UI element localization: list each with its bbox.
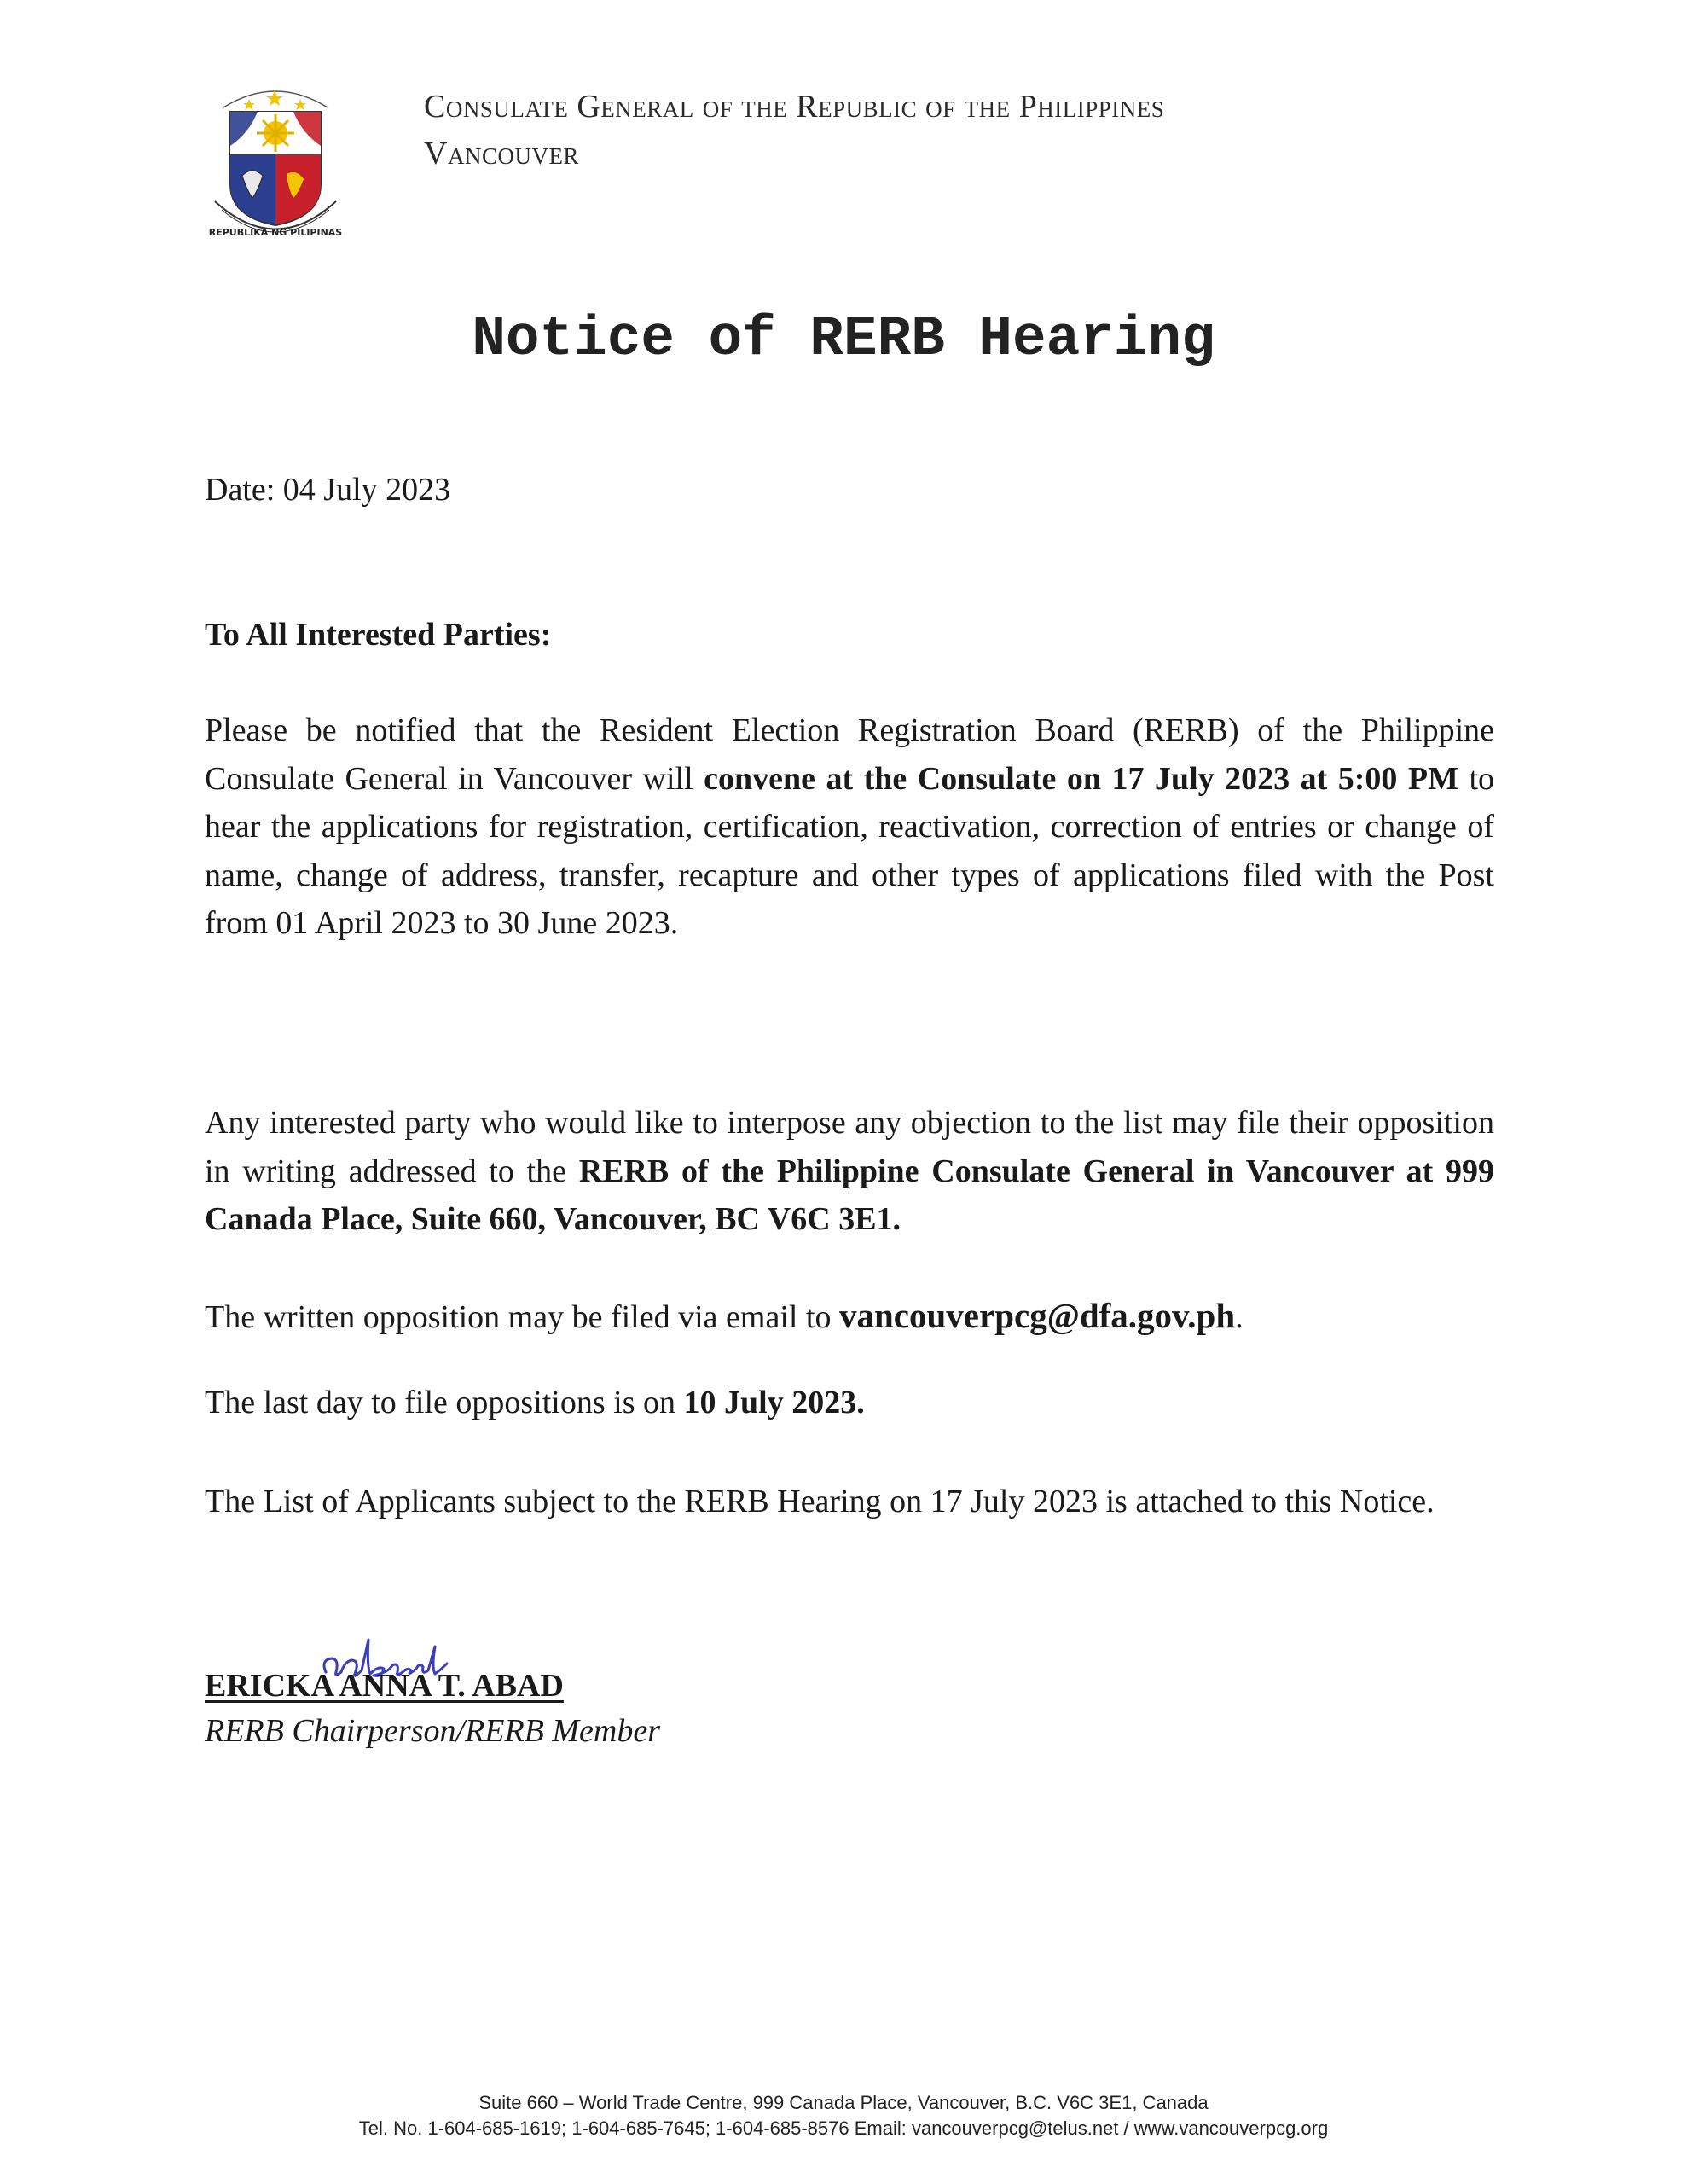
- footer-address: Suite 660 – World Trade Centre, 999 Canada Place, Vancouver, B.C. V6C 3E1, Canada: [478, 2092, 1209, 2113]
- salutation: To All Interested Parties:: [205, 617, 552, 653]
- signatory-title: RERB Chairperson/RERB Member: [205, 1713, 661, 1749]
- letterhead: [424, 84, 1164, 177]
- letterhead-line2: Vancouver: [424, 136, 579, 171]
- paragraph2-pre: Any interested party who would like to interpose any objection to the list may file their opposition in writing addressed to the: [205, 1105, 1494, 1189]
- paragraph-hearing-notice: [205, 706, 1494, 948]
- signatory-name: ERICKA ANNA T. ABAD: [205, 1668, 564, 1704]
- paragraph1-post: to hear the applications for registration, certification, reactivation, correction of entries or change of name, change of address, transfer, recapture and other types of applications filed with the Post from 01 April 2023 to 30 June 2023.: [205, 760, 1494, 941]
- paragraph-email: [205, 1292, 1494, 1342]
- paragraph4-bold: 10 July 2023.: [683, 1385, 865, 1420]
- paragraph4-pre: The last day to file oppositions is on: [205, 1385, 684, 1420]
- page-footer: [0, 2090, 1687, 2141]
- page-title: Notice of RERB Hearing: [472, 307, 1215, 371]
- paragraph3-post: .: [1235, 1299, 1244, 1335]
- email-link[interactable]: vancouverpcg@dfa.gov.ph: [839, 1296, 1236, 1335]
- footer-contacts: Tel. No. 1-604-685-1619; 1-604-685-7645; 1-604-685-8576 Email: vancouverpcg@telus.net / www.vancouverpcg.org: [358, 2117, 1329, 2139]
- paragraph1-bold: convene at the Consulate on 17 July 2023 at 5:00 PM: [704, 760, 1458, 797]
- paragraph-deadline: [205, 1379, 1494, 1427]
- paragraph1-pre: Please be notified that the Resident Election Registration Board (RERB) of the Philippine Consulate General in Vancouver will: [205, 712, 1494, 797]
- seal-ribbon-text: REPUBLIKA NG PILIPINAS: [208, 227, 343, 238]
- philippine-coat-of-arms-seal: [198, 73, 353, 244]
- paragraph-opposition: [205, 1099, 1494, 1244]
- date-line: Date: 04 July 2023: [205, 472, 451, 508]
- paragraph-attachment: The List of Applicants subject to the RERB Hearing on 17 July 2023 is attached to this Notice.: [205, 1484, 1435, 1519]
- letterhead-line1: Consulate General of the Republic of the Philippines: [424, 89, 1165, 125]
- paragraph2-bold: RERB of the Philippine Consulate General in Vancouver at 999 Canada Place, Suite 660, Vancouver, BC V6C 3E1.: [205, 1153, 1495, 1237]
- paragraph3-pre: The written opposition may be filed via email to: [205, 1299, 839, 1335]
